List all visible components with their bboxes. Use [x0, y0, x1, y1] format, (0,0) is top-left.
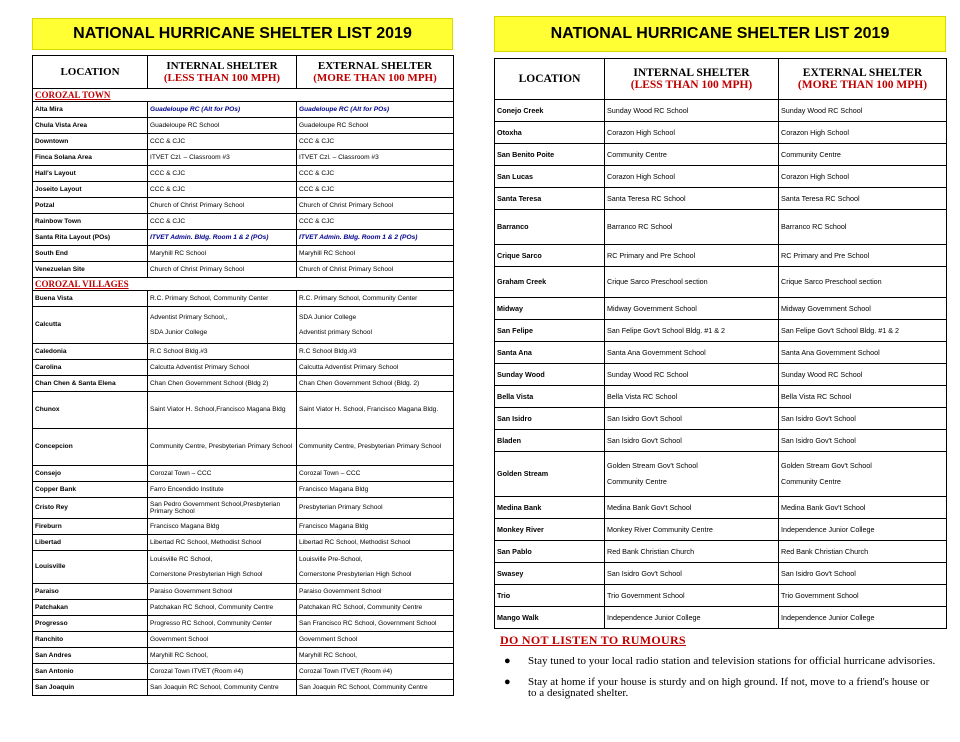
location-cell: Alta Mira: [33, 102, 148, 118]
internal-shelter-cell: Medina Bank Gov't School: [605, 497, 779, 519]
external-shelter-cell: CCC & CJC: [297, 134, 454, 150]
location-cell: South End: [33, 246, 148, 262]
table-row: [495, 541, 947, 563]
bullet-icon: ●: [504, 676, 511, 688]
table-row: [495, 452, 947, 497]
internal-shelter-cell: Louisville RC School, Cornerstone Presbyterian High School: [148, 551, 297, 584]
section-row: [33, 89, 454, 102]
table-row: [495, 210, 947, 245]
location-cell: Chunox: [33, 392, 148, 429]
location-header: LOCATION: [33, 56, 148, 89]
external-shelter-cell: Midway Government School: [779, 298, 947, 320]
external-shelter-cell: San Isidro Gov't School: [779, 408, 947, 430]
location-cell: Trio: [495, 585, 605, 607]
internal-shelter-cell: Saint Viator H. School,Francisco Magana Bldg: [148, 392, 297, 429]
table-row: [495, 166, 947, 188]
external-shelter-cell: San Joaquin RC School, Community Centre: [297, 680, 454, 696]
internal-shelter-cell: Government School: [148, 632, 297, 648]
location-cell: San Isidro: [495, 408, 605, 430]
table-row: [495, 267, 947, 298]
external-shelter-cell: RC Primary and Pre School: [779, 245, 947, 267]
left-shelter-table: [32, 55, 454, 696]
table-row: [495, 563, 947, 585]
internal-shelter-cell: Barranco RC School: [605, 210, 779, 245]
internal-shelter-cell: Corozal Town – CCC: [148, 466, 297, 482]
internal-shelter-cell: Independence Junior College: [605, 607, 779, 629]
external-shelter-cell: Paraiso Government School: [297, 584, 454, 600]
internal-shelter-cell: RC Primary and Pre School: [605, 245, 779, 267]
internal-shelter-cell: Trio Government School: [605, 585, 779, 607]
location-cell: Fireburn: [33, 519, 148, 535]
table-row: [495, 408, 947, 430]
internal-shelter-cell: CCC & CJC: [148, 134, 297, 150]
location-cell: Carolina: [33, 360, 148, 376]
table-row: [33, 664, 454, 680]
table-row: [33, 376, 454, 392]
location-cell: Consejo: [33, 466, 148, 482]
location-cell: San Pablo: [495, 541, 605, 563]
internal-shelter-cell: Santa Teresa RC School: [605, 188, 779, 210]
location-cell: Santa Teresa: [495, 188, 605, 210]
internal-shelter-cell: Monkey River Community Centre: [605, 519, 779, 541]
location-cell: Swasey: [495, 563, 605, 585]
internal-shelter-cell: Red Bank Christian Church: [605, 541, 779, 563]
table-row: [495, 519, 947, 541]
location-cell: Bella Vista: [495, 386, 605, 408]
location-cell: Sunday Wood: [495, 364, 605, 386]
external-shelter-cell: Corozal Town – CCC: [297, 466, 454, 482]
external-shelter-cell: Church of Christ Primary School: [297, 198, 454, 214]
location-cell: San Antonio: [33, 664, 148, 680]
external-shelter-cell: Corazon High School: [779, 122, 947, 144]
table-row: [33, 466, 454, 482]
internal-shelter-cell: CCC & CJC: [148, 182, 297, 198]
location-cell: Joseito Layout: [33, 182, 148, 198]
location-cell: Buena Vista: [33, 291, 148, 307]
location-cell: Patchakan: [33, 600, 148, 616]
table-row: [33, 680, 454, 696]
right-page: [494, 0, 946, 629]
location-cell: Rainbow Town: [33, 214, 148, 230]
external-shelter-cell: SDA Junior College Adventist primary School: [297, 307, 454, 344]
internal-shelter-cell: Golden Stream Gov't School Community Centre: [605, 452, 779, 497]
table-row: [495, 320, 947, 342]
external-shelter-cell: Presbyterian Primary School: [297, 498, 454, 519]
location-cell: Potzal: [33, 198, 148, 214]
external-shelter-cell: Libertad RC School, Methodist School: [297, 535, 454, 551]
external-header: EXTERNAL SHELTER (MORE THAN 100 MPH): [297, 56, 454, 89]
location-cell: Ranchito: [33, 632, 148, 648]
external-shelter-cell: Independence Junior College: [779, 607, 947, 629]
right-table-header: [495, 59, 947, 100]
table-row: [33, 230, 454, 246]
table-row: [33, 344, 454, 360]
location-cell: Graham Creek: [495, 267, 605, 298]
external-shelter-cell: Francisco Magana Bldg: [297, 519, 454, 535]
internal-shelter-cell: Bella Vista RC School: [605, 386, 779, 408]
external-shelter-cell: Calcutta Adventist Primary School: [297, 360, 454, 376]
external-shelter-cell: Corozal Town ITVET (Room #4): [297, 664, 454, 680]
table-row: [495, 100, 947, 122]
bullet-icon: ●: [504, 655, 511, 667]
external-shelter-cell: Trio Government School: [779, 585, 947, 607]
internal-shelter-cell: San Joaquin RC School, Community Centre: [148, 680, 297, 696]
internal-shelter-cell: Corazon High School: [605, 166, 779, 188]
external-shelter-cell: Chan Chen Government School (Bldg. 2): [297, 376, 454, 392]
external-shelter-cell: Corazon High School: [779, 166, 947, 188]
location-cell: Venezuelan Site: [33, 262, 148, 278]
location-cell: Midway: [495, 298, 605, 320]
internal-shelter-cell: Farro Encendido Institute: [148, 482, 297, 498]
external-shelter-cell: San Isidro Gov't School: [779, 563, 947, 585]
table-row: [33, 535, 454, 551]
internal-shelter-cell: Patchakan RC School, Community Centre: [148, 600, 297, 616]
external-shelter-cell: CCC & CJC: [297, 182, 454, 198]
notice-title: DO NOT LISTEN TO RUMOURS: [500, 633, 686, 647]
external-shelter-cell: Saint Viator H. School, Francisco Magana Bldg.: [297, 392, 454, 429]
location-cell: Cristo Rey: [33, 498, 148, 519]
table-row: [33, 392, 454, 429]
notice-item: ● Stay tuned to your local radio station and television stations for official hurricane advisories.: [504, 655, 936, 667]
location-cell: Conejo Creek: [495, 100, 605, 122]
left-page: [32, 0, 453, 696]
location-cell: Mango Walk: [495, 607, 605, 629]
location-cell: Medina Bank: [495, 497, 605, 519]
external-shelter-cell: ITVET Czl. – Classroom #3: [297, 150, 454, 166]
internal-shelter-cell: Church of Christ Primary School: [148, 198, 297, 214]
external-header: EXTERNAL SHELTER (MORE THAN 100 MPH): [779, 59, 947, 100]
location-cell: San Lucas: [495, 166, 605, 188]
location-cell: Libertad: [33, 535, 148, 551]
external-shelter-cell: Francisco Magana Bldg: [297, 482, 454, 498]
internal-shelter-cell: Paraiso Government School: [148, 584, 297, 600]
right-title: NATIONAL HURRICANE SHELTER LIST 2019: [494, 16, 946, 52]
location-cell: Downtown: [33, 134, 148, 150]
internal-shelter-cell: CCC & CJC: [148, 166, 297, 182]
location-cell: San Felipe: [495, 320, 605, 342]
section-label: COROZAL TOWN: [33, 89, 454, 102]
external-shelter-cell: Community Centre: [779, 144, 947, 166]
internal-shelter-cell: San Isidro Gov't School: [605, 563, 779, 585]
external-shelter-cell: ITVET Admin. Bldg. Room 1 & 2 (POs): [297, 230, 454, 246]
internal-shelter-cell: ITVET Czl. – Classroom #3: [148, 150, 297, 166]
table-row: [33, 166, 454, 182]
notice-list: [500, 656, 940, 699]
table-row: [495, 386, 947, 408]
internal-shelter-cell: ITVET Admin. Bldg. Room 1 & 2 (POs): [148, 230, 297, 246]
table-row: [495, 497, 947, 519]
location-cell: Crique Sarco: [495, 245, 605, 267]
table-row: [495, 245, 947, 267]
table-row: [33, 648, 454, 664]
external-shelter-cell: Church of Christ Primary School: [297, 262, 454, 278]
external-shelter-cell: Santa Ana Government School: [779, 342, 947, 364]
external-shelter-cell: Independence Junior College: [779, 519, 947, 541]
internal-shelter-cell: Crique Sarco Preschool section: [605, 267, 779, 298]
internal-shelter-cell: R.C School Bldg.#3: [148, 344, 297, 360]
external-shelter-cell: Sunday Wood RC School: [779, 364, 947, 386]
location-cell: Santa Ana: [495, 342, 605, 364]
external-shelter-cell: R.C. Primary School, Community Center: [297, 291, 454, 307]
table-row: [495, 122, 947, 144]
table-row: [495, 364, 947, 386]
location-cell: Progresso: [33, 616, 148, 632]
location-cell: San Benito Poite: [495, 144, 605, 166]
external-shelter-cell: Louisville Pre-School, Cornerstone Presbyterian High School: [297, 551, 454, 584]
table-row: [33, 118, 454, 134]
external-shelter-cell: Community Centre, Presbyterian Primary School: [297, 429, 454, 466]
internal-shelter-cell: Maryhill RC School: [148, 246, 297, 262]
internal-shelter-cell: Sunday Wood RC School: [605, 364, 779, 386]
location-header: LOCATION: [495, 59, 605, 100]
external-shelter-cell: Maryhill RC School: [297, 246, 454, 262]
table-row: [33, 632, 454, 648]
external-shelter-cell: Guadeloupe RC (Alt for POs): [297, 102, 454, 118]
location-cell: Golden Stream: [495, 452, 605, 497]
external-shelter-cell: Barranco RC School: [779, 210, 947, 245]
external-shelter-cell: Bella Vista RC School: [779, 386, 947, 408]
location-cell: Barranco: [495, 210, 605, 245]
external-shelter-cell: San Francisco RC School, Government School: [297, 616, 454, 632]
external-shelter-cell: Golden Stream Gov't School Community Centre: [779, 452, 947, 497]
location-cell: Copper Bank: [33, 482, 148, 498]
internal-shelter-cell: Santa Ana Government School: [605, 342, 779, 364]
location-cell: Paraiso: [33, 584, 148, 600]
internal-shelter-cell: Maryhill RC School,: [148, 648, 297, 664]
location-cell: Monkey River: [495, 519, 605, 541]
internal-shelter-cell: Chan Chen Government School (Bldg 2): [148, 376, 297, 392]
left-table-header: [33, 56, 454, 89]
external-shelter-cell: San Isidro Gov't School: [779, 430, 947, 452]
table-row: [495, 144, 947, 166]
table-row: [33, 498, 454, 519]
table-row: [495, 298, 947, 320]
table-row: [33, 102, 454, 118]
internal-shelter-cell: San Pedro Government School,Presbyterian Primary School: [148, 498, 297, 519]
table-row: [33, 600, 454, 616]
table-row: [33, 519, 454, 535]
internal-shelter-cell: Corozal Town ITVET (Room #4): [148, 664, 297, 680]
location-cell: Concepcion: [33, 429, 148, 466]
internal-shelter-cell: San Isidro Gov't School: [605, 430, 779, 452]
internal-shelter-cell: Libertad RC School, Methodist School: [148, 535, 297, 551]
table-row: [33, 198, 454, 214]
table-row: [495, 430, 947, 452]
internal-shelter-cell: Adventist Primary School,, SDA Junior College: [148, 307, 297, 344]
external-shelter-cell: Guadeloupe RC School: [297, 118, 454, 134]
internal-shelter-cell: Midway Government School: [605, 298, 779, 320]
internal-header: INTERNAL SHELTER (LESS THAN 100 MPH): [148, 56, 297, 89]
notice-item: ● Stay at home if your house is sturdy and on high ground. If not, move to a friend's house or to a designated shelter.: [504, 676, 930, 699]
internal-shelter-cell: Progresso RC School, Community Center: [148, 616, 297, 632]
table-row: [33, 291, 454, 307]
table-row: [495, 342, 947, 364]
external-shelter-cell: Patchakan RC School, Community Centre: [297, 600, 454, 616]
right-shelter-table: [494, 58, 947, 629]
external-shelter-cell: Red Bank Christian Church: [779, 541, 947, 563]
internal-shelter-cell: San Isidro Gov't School: [605, 408, 779, 430]
rumours-notice: [500, 633, 940, 709]
external-shelter-cell: Santa Teresa RC School: [779, 188, 947, 210]
location-cell: Calcutta: [33, 307, 148, 344]
external-shelter-cell: San Felipe Gov't School Bldg. #1 & 2: [779, 320, 947, 342]
external-shelter-cell: Maryhill RC School,: [297, 648, 454, 664]
internal-shelter-cell: San Felipe Gov't School Bldg. #1 & 2: [605, 320, 779, 342]
table-row: [33, 214, 454, 230]
table-row: [33, 616, 454, 632]
location-cell: Finca Solana Area: [33, 150, 148, 166]
location-cell: Otoxha: [495, 122, 605, 144]
location-cell: Santa Rita Layout (POs): [33, 230, 148, 246]
external-shelter-cell: CCC & CJC: [297, 214, 454, 230]
internal-shelter-cell: Guadeloupe RC (Alt for POs): [148, 102, 297, 118]
internal-shelter-cell: Sunday Wood RC School: [605, 100, 779, 122]
table-row: [33, 307, 454, 344]
table-row: [495, 585, 947, 607]
table-row: [495, 188, 947, 210]
table-row: [33, 262, 454, 278]
external-shelter-cell: Crique Sarco Preschool section: [779, 267, 947, 298]
location-cell: Chan Chen & Santa Elena: [33, 376, 148, 392]
left-title: NATIONAL HURRICANE SHELTER LIST 2019: [32, 18, 453, 50]
internal-shelter-cell: Guadeloupe RC School: [148, 118, 297, 134]
internal-shelter-cell: CCC & CJC: [148, 214, 297, 230]
internal-shelter-cell: Community Centre: [605, 144, 779, 166]
external-shelter-cell: Government School: [297, 632, 454, 648]
table-row: [33, 150, 454, 166]
section-row: [33, 278, 454, 291]
location-cell: San Joaquin: [33, 680, 148, 696]
internal-shelter-cell: Community Centre, Presbyterian Primary School: [148, 429, 297, 466]
table-row: [33, 134, 454, 150]
table-row: [495, 607, 947, 629]
location-cell: Louisville: [33, 551, 148, 584]
external-shelter-cell: Sunday Wood RC School: [779, 100, 947, 122]
table-row: [33, 482, 454, 498]
internal-header: INTERNAL SHELTER (LESS THAN 100 MPH): [605, 59, 779, 100]
location-cell: Hall's Layout: [33, 166, 148, 182]
internal-shelter-cell: Church of Christ Primary School: [148, 262, 297, 278]
table-row: [33, 182, 454, 198]
table-row: [33, 246, 454, 262]
internal-shelter-cell: R.C. Primary School, Community Center: [148, 291, 297, 307]
external-shelter-cell: Medina Bank Gov't School: [779, 497, 947, 519]
internal-shelter-cell: Corazon High School: [605, 122, 779, 144]
location-cell: Chula Vista Area: [33, 118, 148, 134]
location-cell: Bladen: [495, 430, 605, 452]
table-row: [33, 360, 454, 376]
table-row: [33, 429, 454, 466]
table-row: [33, 584, 454, 600]
internal-shelter-cell: Calcutta Adventist Primary School: [148, 360, 297, 376]
section-label: COROZAL VILLAGES: [33, 278, 454, 291]
external-shelter-cell: R.C School Bldg.#3: [297, 344, 454, 360]
location-cell: Caledonia: [33, 344, 148, 360]
external-shelter-cell: CCC & CJC: [297, 166, 454, 182]
table-row: [33, 551, 454, 584]
internal-shelter-cell: Francisco Magana Bldg: [148, 519, 297, 535]
location-cell: San Andres: [33, 648, 148, 664]
